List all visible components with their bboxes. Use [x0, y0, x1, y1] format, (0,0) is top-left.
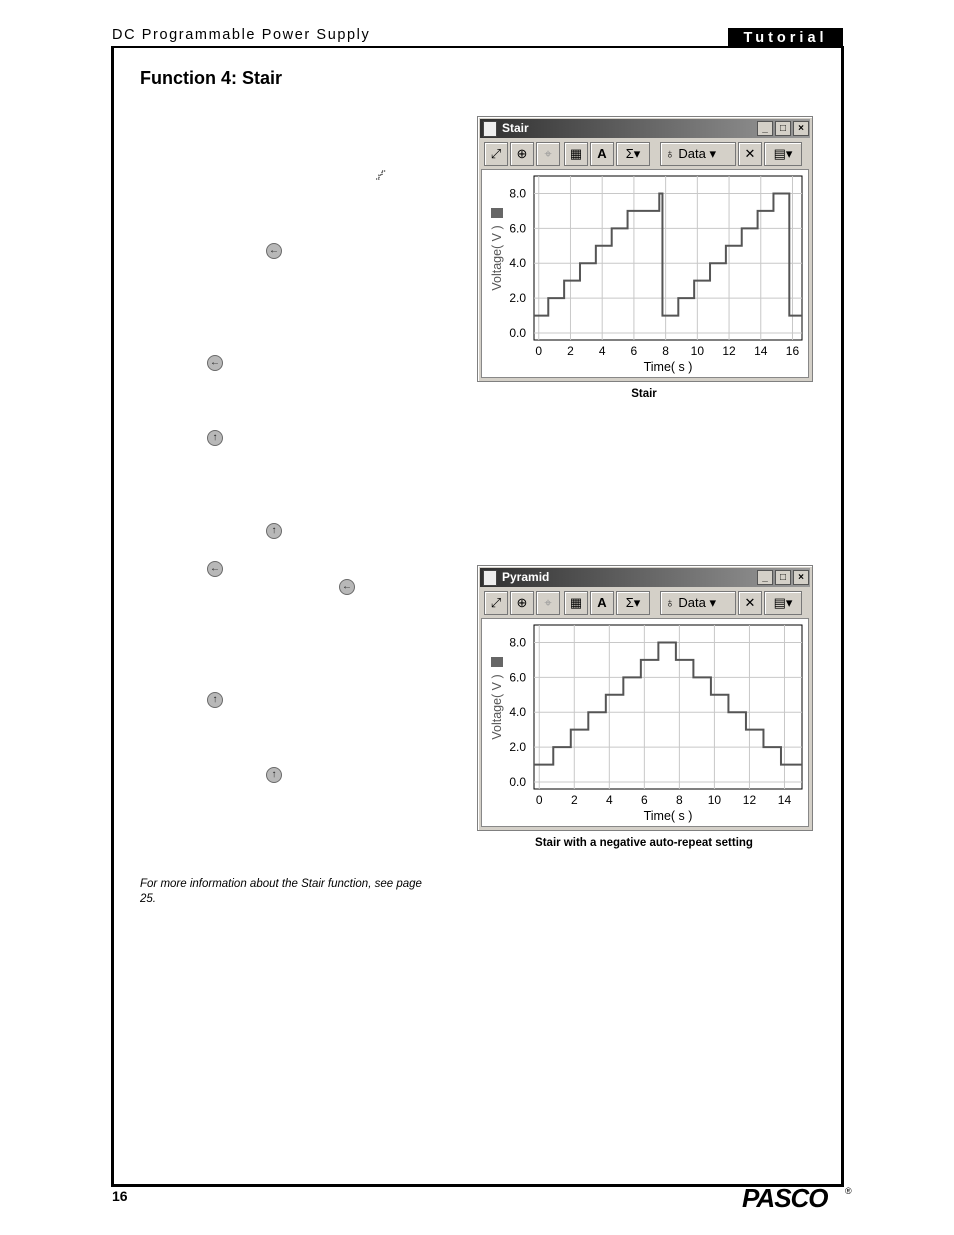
- settings-icon[interactable]: ▤▾: [764, 142, 802, 166]
- window-titlebar: [480, 119, 810, 138]
- close-button[interactable]: ×: [793, 121, 809, 136]
- zoom-icon[interactable]: ⊕: [510, 142, 534, 166]
- y-tick-label: 4.0: [509, 705, 526, 720]
- data-dropdown-label: Data: [678, 595, 706, 610]
- y-axis-label: Voltage( V ): [490, 225, 504, 291]
- scale-to-fit-icon[interactable]: ⤢: [484, 142, 508, 166]
- left-arrow-icon: ←: [266, 243, 282, 259]
- y-tick-label: 6.0: [509, 221, 526, 236]
- up-arrow-icon: ↑: [266, 523, 282, 539]
- scale-to-fit-icon[interactable]: ⤢: [484, 591, 508, 615]
- running-header-title: DC Programmable Power Supply: [112, 27, 371, 43]
- data-dropdown-label: Data: [678, 146, 706, 161]
- stair-chart: [482, 170, 808, 377]
- page-number: 16: [112, 1188, 128, 1204]
- y-tick-label: 6.0: [509, 670, 526, 685]
- stair-graph-window: [477, 116, 813, 382]
- smart-cursor-icon[interactable]: ⌖: [536, 142, 560, 166]
- x-tick-label: 0: [535, 344, 543, 358]
- x-tick-label: 0: [535, 793, 543, 807]
- left-arrow-icon: ←: [339, 579, 355, 595]
- figure-caption: Stair: [631, 388, 657, 400]
- left-arrow-icon: ←: [207, 561, 223, 577]
- window-titlebar: [480, 568, 810, 587]
- annotation-icon[interactable]: A: [590, 142, 614, 166]
- x-tick-label: 8: [676, 793, 683, 807]
- x-tick-label: 10: [707, 793, 722, 807]
- plot-area: [481, 618, 809, 827]
- left-arrow-icon: ←: [207, 355, 223, 371]
- x-tick-label: 14: [777, 793, 792, 807]
- y-tick-label: 0.0: [509, 326, 526, 341]
- series-swatch: [491, 657, 503, 667]
- close-button[interactable]: ×: [793, 570, 809, 585]
- x-tick-label: 2: [567, 344, 574, 358]
- section-heading: Function 4: Stair: [140, 68, 283, 88]
- annotation-icon[interactable]: A: [590, 591, 614, 615]
- maximize-button[interactable]: □: [775, 121, 791, 136]
- x-tick-label: 14: [754, 344, 768, 358]
- smart-cursor-icon[interactable]: ⌖: [536, 591, 560, 615]
- section-tab: Tutorial: [728, 28, 843, 48]
- x-tick-label: 8: [662, 344, 669, 358]
- statistics-icon[interactable]: Σ▾: [616, 591, 650, 615]
- y-tick-label: 4.0: [509, 256, 526, 271]
- x-tick-label: 4: [605, 793, 613, 807]
- zoom-icon[interactable]: ⊕: [510, 591, 534, 615]
- stair-step-icon: [375, 167, 389, 181]
- y-tick-label: 0.0: [509, 775, 526, 790]
- up-arrow-icon: ↑: [207, 430, 223, 446]
- settings-icon[interactable]: ▤▾: [764, 591, 802, 615]
- registered-mark: ®: [845, 1186, 852, 1196]
- graph-toolbar: [480, 141, 810, 167]
- x-axis-label: Time( s ): [643, 809, 693, 823]
- x-tick-label: 16: [785, 344, 800, 358]
- x-axis-label: Time( s ): [643, 360, 693, 374]
- x-tick-label: 10: [690, 344, 705, 358]
- delete-icon[interactable]: ✕: [738, 142, 762, 166]
- minimize-button[interactable]: _: [757, 121, 773, 136]
- data-dropdown[interactable]: ♁ Data ▾: [660, 591, 736, 615]
- graph-toolbar: [480, 590, 810, 616]
- x-tick-label: 12: [722, 344, 736, 358]
- y-tick-label: 2.0: [509, 740, 526, 755]
- x-tick-label: 2: [570, 793, 578, 807]
- x-tick-label: 6: [630, 344, 638, 358]
- window-title: Pyramid: [502, 570, 550, 584]
- x-tick-label: 12: [742, 793, 757, 807]
- maximize-button[interactable]: □: [775, 570, 791, 585]
- y-axis-label: Voltage( V ): [490, 674, 504, 740]
- minimize-button[interactable]: _: [757, 570, 773, 585]
- up-arrow-icon: ↑: [207, 692, 223, 708]
- document-icon: [483, 570, 497, 586]
- footnote: For more information about the Stair function, see page 25.: [140, 878, 422, 905]
- y-tick-label: 8.0: [509, 635, 526, 650]
- window-title: Stair: [502, 121, 529, 135]
- calculator-icon[interactable]: ▦: [564, 142, 588, 166]
- statistics-icon[interactable]: Σ▾: [616, 142, 650, 166]
- series-swatch: [491, 208, 503, 218]
- y-tick-label: 8.0: [509, 186, 526, 201]
- pyramid-chart: [482, 619, 808, 826]
- pyramid-graph-window: [477, 565, 813, 831]
- figure-caption: Stair with a negative auto-repeat setting: [535, 837, 753, 849]
- up-arrow-icon: ↑: [266, 767, 282, 783]
- document-icon: [483, 121, 497, 137]
- y-tick-label: 2.0: [509, 291, 526, 306]
- pasco-logo: PASCO: [742, 1183, 828, 1213]
- x-tick-label: 6: [641, 793, 648, 807]
- delete-icon[interactable]: ✕: [738, 591, 762, 615]
- calculator-icon[interactable]: ▦: [564, 591, 588, 615]
- x-tick-label: 4: [598, 344, 606, 358]
- plot-area: [481, 169, 809, 378]
- data-dropdown[interactable]: ♁ Data ▾: [660, 142, 736, 166]
